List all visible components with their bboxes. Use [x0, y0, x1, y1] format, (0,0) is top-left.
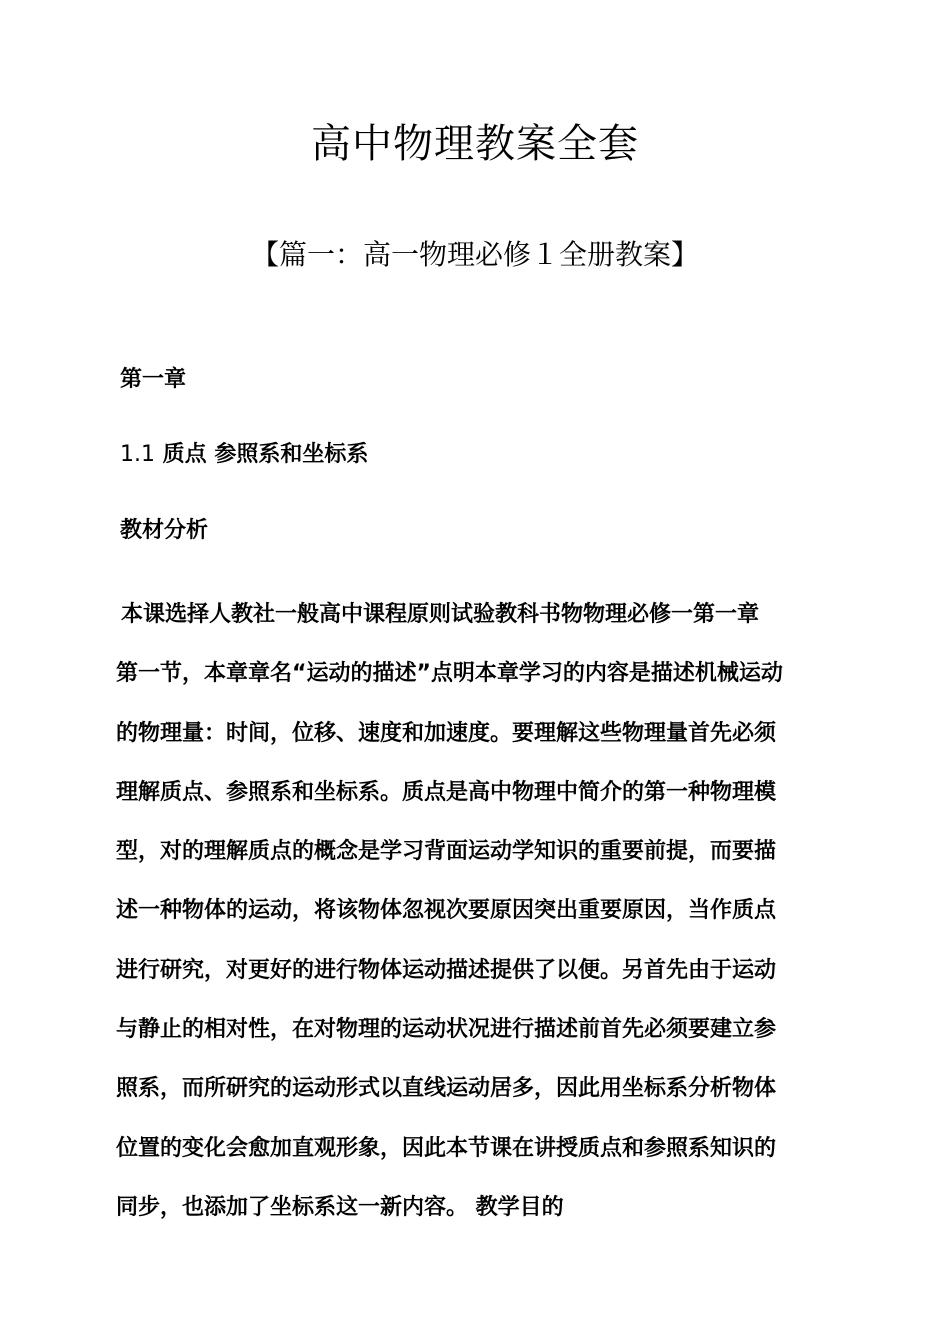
paragraph-line: 进行研究，对更好的进行物体运动描述提供了以便。另首先由于运动: [116, 957, 777, 983]
section-heading: [120, 437, 368, 468]
paragraph-line: 第一节，本章章名“运动的描述”点明本章学习的内容是描述机械运动: [116, 661, 783, 687]
paragraph-line: 的物理量：时间，位移、速度和加速度。要理解这些物理量首先必须: [116, 720, 777, 746]
body-paragraph: [116, 585, 846, 1237]
paragraph-line: 型，对的理解质点的概念是学习背面运动学知识的重要前提，而要描: [116, 839, 777, 865]
document-title: 高中物理教案全套: [311, 121, 639, 167]
chapter-heading: 第一章: [120, 367, 187, 392]
section-number: 1.1: [120, 442, 155, 467]
paragraph-line: 同步，也添加了坐标系这一新内容。 教学目的: [116, 1194, 564, 1220]
paragraph-line: 本课选择人教社一般高中课程原则试验教科书物物理必修一第一章: [121, 602, 760, 627]
analysis-heading: 教材分析: [120, 518, 209, 543]
paragraph-line: 理解质点、参照系和坐标系。质点是高中物理中简介的第一种物理模: [116, 779, 777, 805]
paragraph-line: 照系，而所研究的运动形式以直线运动居多，因此用坐标系分析物体: [116, 1076, 777, 1102]
paragraph-line: 位置的变化会愈加直观形象，因此本节课在讲授质点和参照系知识的: [116, 1135, 777, 1161]
document-subtitle: 【篇一：高一物理必修１全册教案】: [250, 238, 699, 271]
section-title: 质点 参照系和坐标系: [162, 442, 369, 467]
paragraph-line: 与静止的相对性，在对物理的运动状况进行描述前首先必须要建立参: [116, 1017, 777, 1043]
paragraph-line: 述一种物体的运动，将该物体忽视次要原因突出重要原因，当作质点: [116, 898, 777, 924]
